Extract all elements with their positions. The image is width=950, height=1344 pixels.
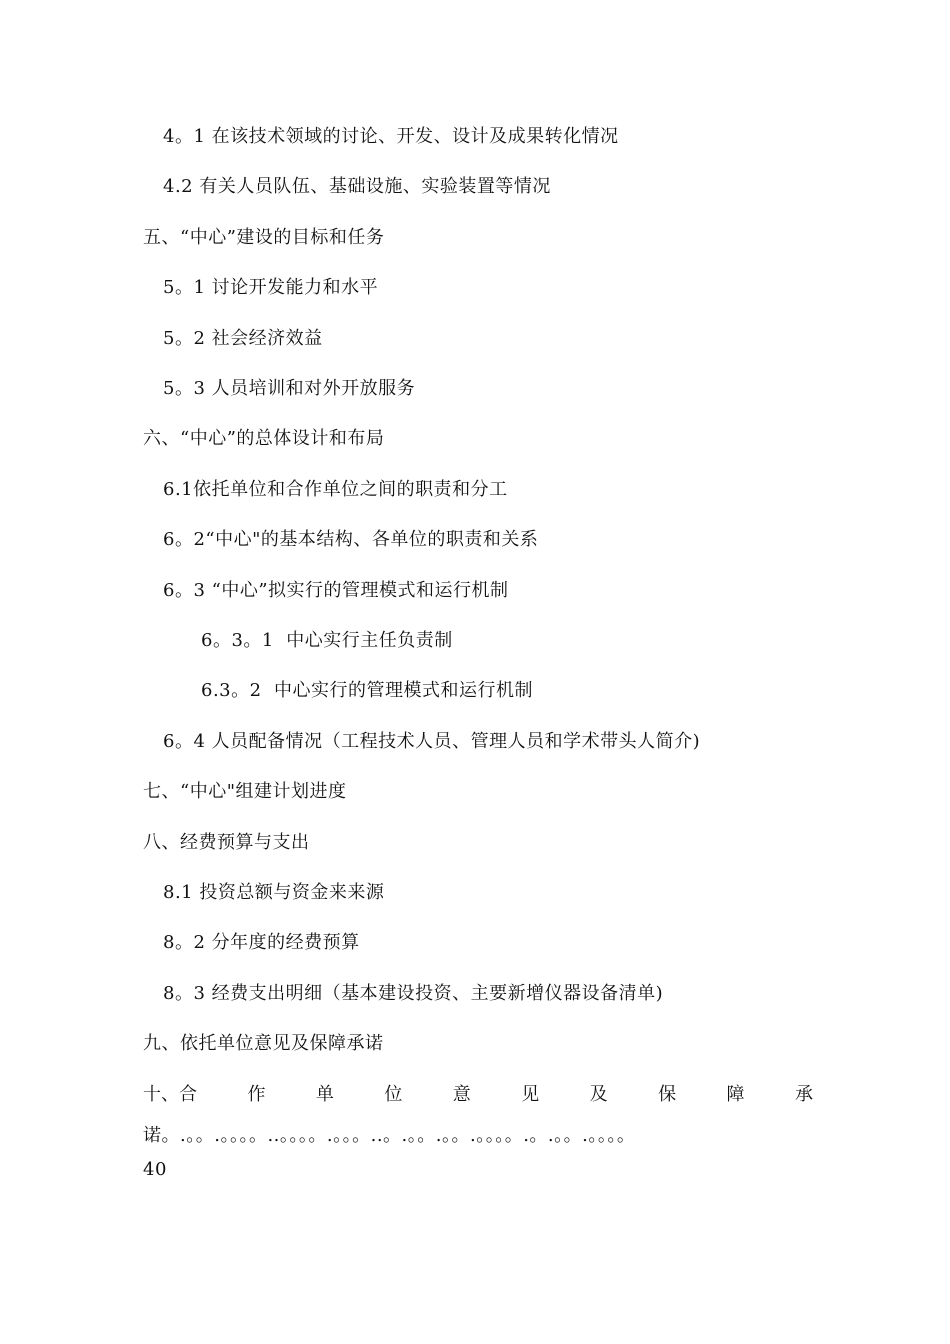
toc-item-8-2: 8。2 分年度的经费预算 [163,932,360,953]
toc-section-10-char: 见 [521,1084,540,1105]
toc-section-8: 八、经费预算与支出 [143,832,310,853]
toc-item-8-1: 8.1 投资总额与资金来来源 [163,882,385,903]
toc-section-10-char: 单 [315,1084,334,1105]
toc-item-6-3: 6。3 “中心”拟实行的管理模式和运行机制 [163,580,509,601]
toc-item-6-1: 6.1依托单位和合作单位之间的职责和分工 [163,479,508,500]
toc-section-10-char: 意 [452,1084,471,1105]
toc-item-5-2: 5。2 社会经济效益 [163,328,323,349]
toc-item-4-2: 4.2 有关人员队伍、基础设施、实验装置等情况 [163,176,551,197]
toc-section-10-char: 保 [658,1084,677,1105]
toc-section-5: 五、“中心”建设的目标和任务 [143,227,385,248]
toc-page-number: 40 [143,1159,167,1180]
toc-section-7: 七、“中心"组建计划进度 [143,781,347,802]
toc-item-4-1: 4。1 在该技术领域的讨论、开发、设计及成果转化情况 [163,126,619,147]
toc-section-10-char: 障 [726,1084,745,1105]
toc-item-5-1: 5。1 讨论开发能力和水平 [163,277,379,298]
toc-section-10-leader: 诺。.。。.。。。。..。。。。.。。。..。.。。.。。.。。。。.。.。。.。。。。 [143,1125,636,1146]
toc-section-10-char: 位 [384,1084,403,1105]
toc-item-6-3-2: 6.3。2 中心实行的管理模式和运行机制 [201,680,534,701]
toc-item-6-3-1: 6。3。1 中心实行主任负责制 [201,630,453,651]
toc-section-10-char: 作 [247,1084,266,1105]
toc-item-8-3: 8。3 经费支出明细（基本建设投资、主要新增仪器设备清单) [163,983,664,1004]
toc-item-6-2: 6。2“中心"的基本结构、各单位的职责和关系 [163,529,539,550]
toc-section-10-char: 及 [589,1084,608,1105]
toc-section-10-char: 承 [794,1084,813,1105]
toc-section-6: 六、“中心”的总体设计和布局 [143,428,385,449]
toc-section-9: 九、依托单位意见及保障承诺 [143,1033,384,1054]
toc-section-10-char: 十、合 [143,1084,197,1105]
toc-item-5-3: 5。3 人员培训和对外开放服务 [163,378,416,399]
toc-section-10 [143,1083,813,1107]
toc-item-6-4: 6。4 人员配备情况（工程技术人员、管理人员和学术带头人简介) [163,731,701,752]
